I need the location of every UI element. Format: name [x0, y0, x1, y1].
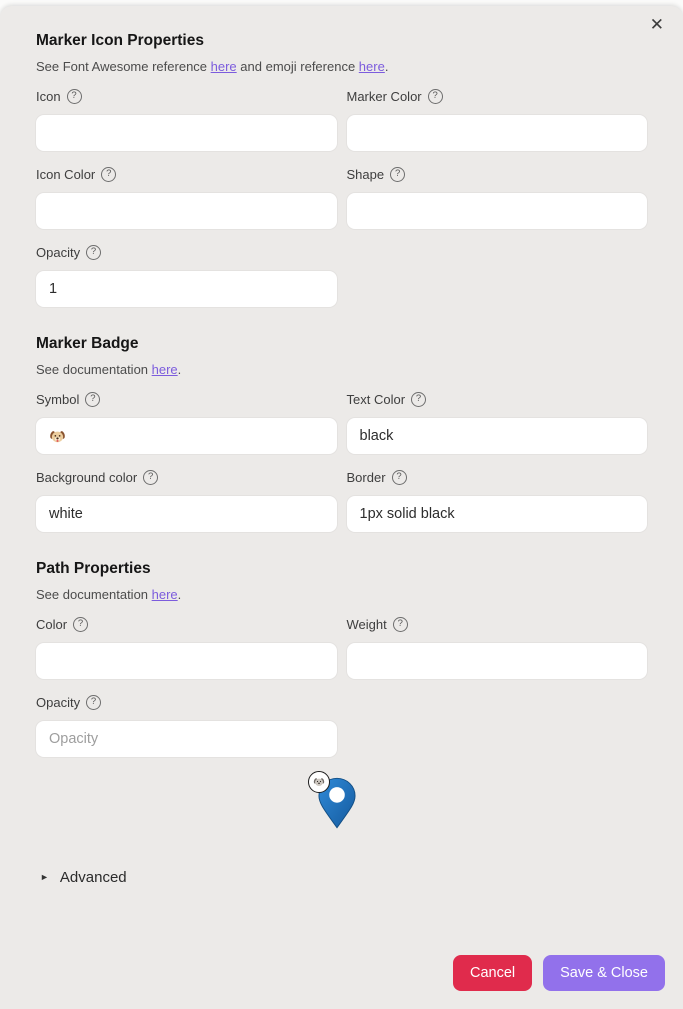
weight-field-label: Weight	[346, 616, 387, 632]
border-input[interactable]	[347, 496, 648, 532]
documentation-text: See documentation	[36, 362, 152, 377]
documentation-text: .	[177, 587, 182, 602]
help-icon[interactable]: ?	[143, 470, 158, 485]
text-color-field-label: Text Color	[346, 391, 406, 407]
marker-badge-section-subtitle	[36, 362, 647, 378]
symbol-field-label: Symbol	[36, 391, 80, 407]
weight-input[interactable]	[347, 643, 648, 679]
field-icon	[36, 87, 337, 151]
marker-opacity-input[interactable]	[36, 271, 337, 307]
documentation-text: .	[177, 362, 182, 377]
help-icon[interactable]: ?	[73, 617, 88, 632]
help-icon[interactable]: ?	[101, 167, 116, 182]
marker-icon-section-subtitle	[36, 59, 647, 75]
marker-preview	[318, 777, 356, 829]
dog-emoji-icon	[313, 776, 325, 788]
help-icon[interactable]: ?	[86, 695, 101, 710]
field-symbol	[36, 390, 337, 454]
text-color-input[interactable]	[347, 418, 648, 454]
border-field-label: Border	[346, 469, 386, 485]
marker-badge-section-title: Marker Badge	[36, 335, 139, 352]
marker-color-field-label: Marker Color	[346, 88, 422, 104]
icon-color-input[interactable]	[36, 193, 337, 229]
reference-text: and emoji reference	[236, 59, 359, 74]
advanced-toggle[interactable]	[36, 867, 647, 887]
field-marker-color	[347, 87, 648, 151]
help-icon[interactable]: ?	[411, 392, 426, 407]
field-weight	[347, 615, 648, 679]
background-color-field-label: Background color	[36, 469, 138, 485]
field-border	[347, 468, 648, 532]
field-marker-opacity	[36, 243, 337, 307]
icon-field-label: Icon	[36, 88, 61, 104]
reference-text: .	[384, 59, 389, 74]
field-path-color	[36, 615, 337, 679]
advanced-label: Advanced	[59, 868, 127, 886]
help-icon[interactable]: ?	[428, 89, 443, 104]
help-icon[interactable]: ?	[393, 617, 408, 632]
save-close-button[interactable]: Save & Close	[543, 955, 665, 991]
path-color-input[interactable]	[36, 643, 337, 679]
help-icon[interactable]: ?	[85, 392, 100, 407]
help-icon[interactable]: ?	[86, 245, 101, 260]
path-section-title: Path Properties	[36, 560, 151, 577]
path-opacity-field-label: Opacity	[36, 694, 81, 710]
icon-input[interactable]	[36, 115, 337, 151]
reference-text: See Font Awesome reference	[36, 59, 211, 74]
badge-documentation-link[interactable]: here	[151, 362, 178, 377]
marker-properties-dialog	[0, 6, 683, 1009]
path-opacity-input[interactable]	[36, 721, 337, 757]
path-documentation-link[interactable]: here	[151, 587, 178, 602]
dialog-footer	[36, 955, 665, 991]
emoji-reference-link[interactable]: here	[358, 59, 385, 74]
field-text-color	[347, 390, 648, 454]
icon-color-field-label: Icon Color	[36, 166, 96, 182]
field-shape	[347, 165, 648, 229]
marker-icon-section-title: Marker Icon Properties	[36, 32, 204, 49]
marker-badge-preview	[308, 771, 330, 793]
help-icon[interactable]: ?	[390, 167, 405, 182]
collapse-arrow-icon: ►	[40, 871, 49, 882]
shape-field-label: Shape	[346, 166, 385, 182]
help-icon[interactable]: ?	[67, 89, 82, 104]
close-icon[interactable]: ✕	[646, 12, 668, 37]
marker-color-input[interactable]	[347, 115, 648, 151]
help-icon[interactable]: ?	[392, 470, 407, 485]
cancel-button[interactable]: Cancel	[453, 955, 532, 991]
shape-input[interactable]	[347, 193, 648, 229]
path-color-field-label: Color	[36, 616, 68, 632]
symbol-input[interactable]	[36, 418, 337, 454]
opacity-field-label: Opacity	[36, 244, 81, 260]
path-section-subtitle	[36, 587, 647, 603]
field-icon-color	[36, 165, 337, 229]
font-awesome-reference-link[interactable]: here	[210, 59, 237, 74]
dog-emoji-icon	[49, 428, 66, 445]
field-path-opacity	[36, 693, 337, 757]
documentation-text: See documentation	[36, 587, 152, 602]
field-background-color	[36, 468, 337, 532]
background-color-input[interactable]	[36, 496, 337, 532]
